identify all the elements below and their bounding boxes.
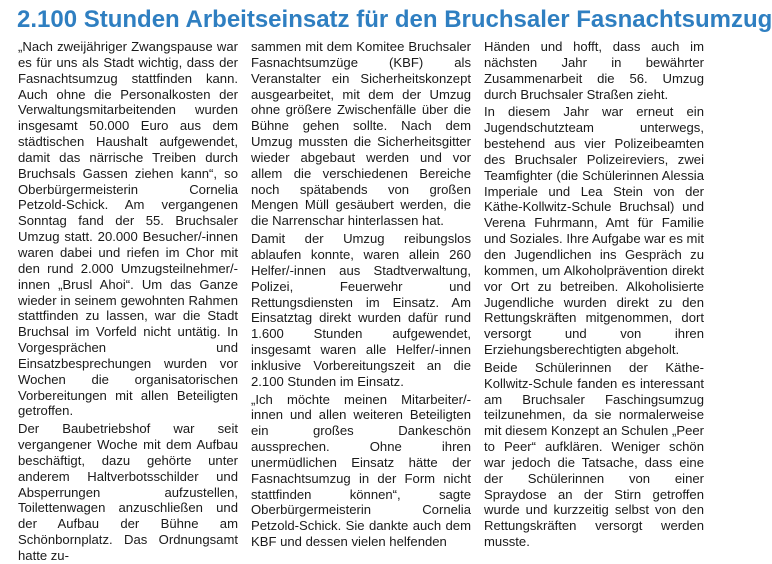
paragraph: In diesem Jahr war erneut ein Jugendschutzteam unterwegs, bestehend aus vier Polizeibeamten des Bruchsaler Polizeireviers, zwei Teamfighter (die Schülerinnen Alessia Imperiale und Lea Stein von der Käthe-Kollwitz-Schule Bruchsal) und Verena Fuhrmann, Amt für Familie und Soziales. Ihre Aufgabe war es mit den Jugendlichen ins Gespräch zu kommen, um Alkoholprävention direkt vor Ort zu betreiben. Alkoholisierte Jugendliche wurden direkt zu den Rettungskräften mitgenommen, dort versorgt und von ihren Erziehungsberechtigten abgeholt.: [484, 104, 704, 358]
article-column-2: [251, 39, 471, 550]
article-column-1: [18, 39, 238, 563]
article-column-3: [484, 39, 704, 550]
paragraph: „Nach zweijähriger Zwangspause war es für uns als Stadt wichtig, dass der Fasnachtsumzug stattfinden kann. Auch ohne die Personalkosten der Verwaltungsmitarbeitenden wurden insgesamt 50.000 Euro aus dem städtischen Haushalt aufgewendet, damit das närrische Treiben durch Bruchsals Gassen ziehen kann“, so Oberbürgermeisterin Cornelia Petzold-Schick. Am vergangenen Sonntag fand der 55. Bruchsaler Umzug statt. 20.000 Besucher/-innen waren dabei und riefen im Chor mit den rund 2.000 Umzugsteilnehmer/-innen „Brusl Ahoi“. Um das Ganze wieder in seinem gewohnten Rahmen stattfinden zu lassen, war die Stadt Bruchsal im Vorfeld nicht untätig. In Vorgesprächen und Einsatzbesprechungen wurden vor Wochen die organisatorischen Vorbereitungen mit allen Beteiligten getroffen.: [18, 39, 238, 419]
paragraph: Händen und hofft, dass auch im nächsten Jahr in bewährter Zusammenarbeit die 56. Umzug durch Bruchsaler Straßen zieht.: [484, 39, 704, 102]
paragraph: Der Baubetriebshof war seit vergangener Woche mit dem Aufbau beschäftigt, dazu gehörte unter anderem Haltverbotsschilder und Absperrungen aufzustellen, Toilettenwagen anzuschließen und der Aufbau der Bühne am Schönbornplatz. Das Ordnungsamt hatte zu-: [18, 421, 238, 563]
paragraph: „Ich möchte meinen Mitarbeiter/-innen und allen weiteren Beteiligten ein großes Dankeschön aussprechen. Ohne ihren unermüdlichen Einsatz hätte der Fasnachtsumzug in der Form nicht stattfinden können“, sagte Oberbürgermeisterin Cornelia Petzold-Schick. Sie dankte auch dem KBF und dessen vielen helfenden: [251, 391, 471, 550]
article-headline: 2.100 Stunden Arbeitseinsatz für den Bruchsaler Fasnachtsumzug: [17, 6, 772, 33]
paragraph: sammen mit dem Komitee Bruchsaler Fasnachtsumzüge (KBF) als Veranstalter ein Sicherheitskonzept ausgearbeitet, mit dem der Umzug ohne größere Zwischenfälle über die Bühne gehen sollte. Nach dem Umzug mussten die Sicherheitsgitter wieder abgebaut werden und vor allem die verschiedenen Bereiche noch spätabends von großen Mengen Müll gesäubert werden, die die Narrenschar hinterlassen hat.: [251, 39, 471, 229]
paragraph: Beide Schülerinnen der Käthe-Kollwitz-Schule fanden es interessant am Bruchsaler Faschingsumzug teilzunehmen, da sie normalerweise mit diesem Konzept an Schulen „Peer to Peer“ aufklären. Weniger schön war jedoch die Tatsache, dass eine der Schülerinnen von einer Spraydose an der Stirn getroffen wurde und kurzzeitig selbst von den Rettungskräften versorgt werden musste.: [484, 359, 704, 550]
paragraph: Damit der Umzug reibungslos ablaufen konnte, waren allein 260 Helfer/-innen aus Stadtverwaltung, Polizei, Feuerwehr und Rettungsdiensten im Einsatz. Am Einsatztag direkt wurden dafür rund 1.600 Stunden aufgewendet, insgesamt waren alle Helfer/-innen inklusive Vorbereitungszeit an die 2.100 Stunden im Einsatz.: [251, 231, 471, 389]
